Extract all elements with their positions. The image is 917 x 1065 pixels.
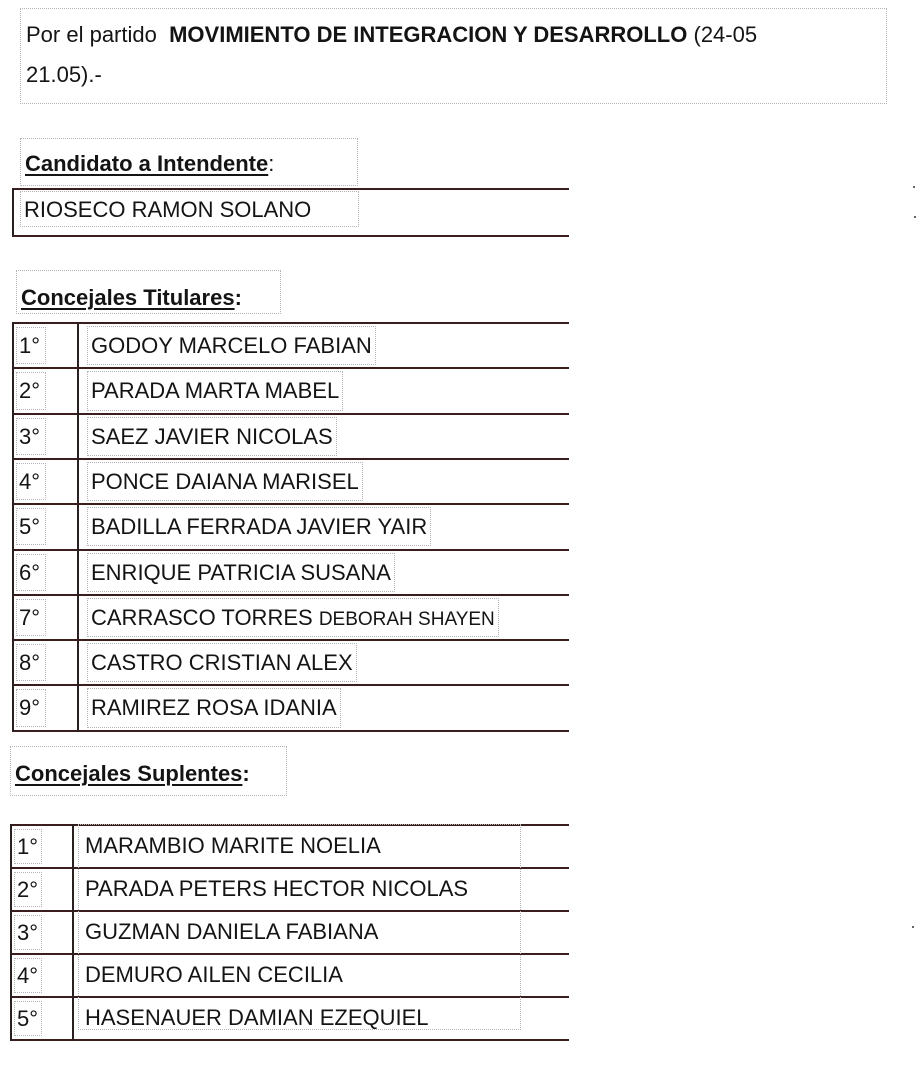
candidate-name-text: BADILLA FERRADA JAVIER YAIR <box>91 514 428 540</box>
candidate-name-text: CARRASCO TORRES <box>91 604 313 630</box>
row-number: 1° <box>16 327 46 364</box>
table-rule <box>12 639 569 641</box>
candidate-name-text: GODOY MARCELO FABIAN <box>91 333 372 358</box>
candidate-name <box>87 643 357 682</box>
suplentes-names-frame <box>78 824 521 1030</box>
candidate-name-text: MARAMBIO MARITE NOELIA <box>85 833 381 858</box>
table-rule <box>12 594 569 596</box>
candidate-name-text: GUZMAN DANIELA FABIANA <box>85 919 379 944</box>
scan-speck <box>913 186 915 188</box>
table-rule <box>12 322 569 324</box>
table-rule <box>12 684 569 686</box>
titulares-heading: Concejales Titulares: <box>16 270 281 314</box>
candidate-name-text: PARADA MARTA MABEL <box>91 378 340 404</box>
intendente-name: RIOSECO RAMON SOLANO <box>20 191 359 227</box>
table-rule <box>12 730 569 732</box>
row-number: 6° <box>16 554 46 591</box>
table-rule <box>12 413 569 415</box>
table-left-border <box>12 322 14 732</box>
row-number: 7° <box>16 599 46 636</box>
candidate-name-text: HASENAUER DAMIAN EZEQUIEL <box>85 1005 429 1030</box>
candidate-name <box>87 507 431 546</box>
table-rule <box>12 367 569 369</box>
candidate-name-text: RAMIREZ ROSA IDANIA <box>91 695 337 721</box>
table-rule <box>10 1039 569 1041</box>
candidate-name <box>87 326 376 365</box>
row-number: 2° <box>14 872 42 907</box>
row-number: 8° <box>16 644 46 681</box>
party-code-end: 21.05).- <box>26 62 102 87</box>
row-number: 5° <box>14 1001 42 1036</box>
party-name: MOVIMIENTO DE INTEGRACION Y DESARROLLO <box>169 22 688 47</box>
table-rule <box>12 549 569 551</box>
table-column-separator <box>77 322 79 732</box>
scan-speck <box>912 926 914 928</box>
candidate-name-text: SAEZ JAVIER NICOLAS <box>91 423 333 449</box>
candidate-name-text: PONCE DAIANA MARISEL <box>91 468 359 494</box>
row-number: 3° <box>14 915 42 950</box>
row-number: 4° <box>16 463 46 500</box>
titulares-heading-text: Concejales Titulares <box>21 285 235 310</box>
intendente-heading-text: Candidato a Intendente <box>25 151 269 176</box>
row-number: 5° <box>16 508 46 545</box>
scan-speck <box>914 216 916 218</box>
row-number: 3° <box>16 418 46 455</box>
candidate-name-continuation: DEBORAH SHAYEN <box>318 608 495 630</box>
table-column-separator <box>72 824 74 1041</box>
candidate-name <box>87 462 363 501</box>
candidate-name <box>87 688 341 727</box>
intendente-left-line <box>12 188 14 235</box>
row-number: 9° <box>16 689 46 726</box>
intendente-bottom-line <box>12 235 569 237</box>
intendente-top-line <box>12 188 569 190</box>
candidate-name <box>87 598 499 637</box>
table-rule <box>12 503 569 505</box>
row-number: 2° <box>16 372 46 409</box>
candidate-name-text: ENRIQUE PATRICIA SUSANA <box>91 559 391 585</box>
header-prefix: Por el partido <box>26 22 157 47</box>
party-header <box>20 8 887 104</box>
table-rule <box>12 458 569 460</box>
candidate-name-text: CASTRO CRISTIAN ALEX <box>91 650 353 676</box>
table-left-border <box>10 824 12 1041</box>
row-number: 4° <box>14 958 42 993</box>
intendente-heading: Candidato a Intendente: <box>20 138 358 186</box>
party-code-start: (24-05 <box>693 22 758 47</box>
row-number: 1° <box>14 829 42 864</box>
suplentes-heading-text: Concejales Suplentes <box>15 761 243 786</box>
candidate-name <box>87 371 343 410</box>
suplentes-heading: Concejales Suplentes: <box>10 746 287 796</box>
candidate-name <box>87 417 337 456</box>
candidate-name-text: PARADA PETERS HECTOR NICOLAS <box>85 876 469 901</box>
candidate-name <box>87 553 395 592</box>
candidate-name-text: DEMURO AILEN CECILIA <box>85 962 343 987</box>
